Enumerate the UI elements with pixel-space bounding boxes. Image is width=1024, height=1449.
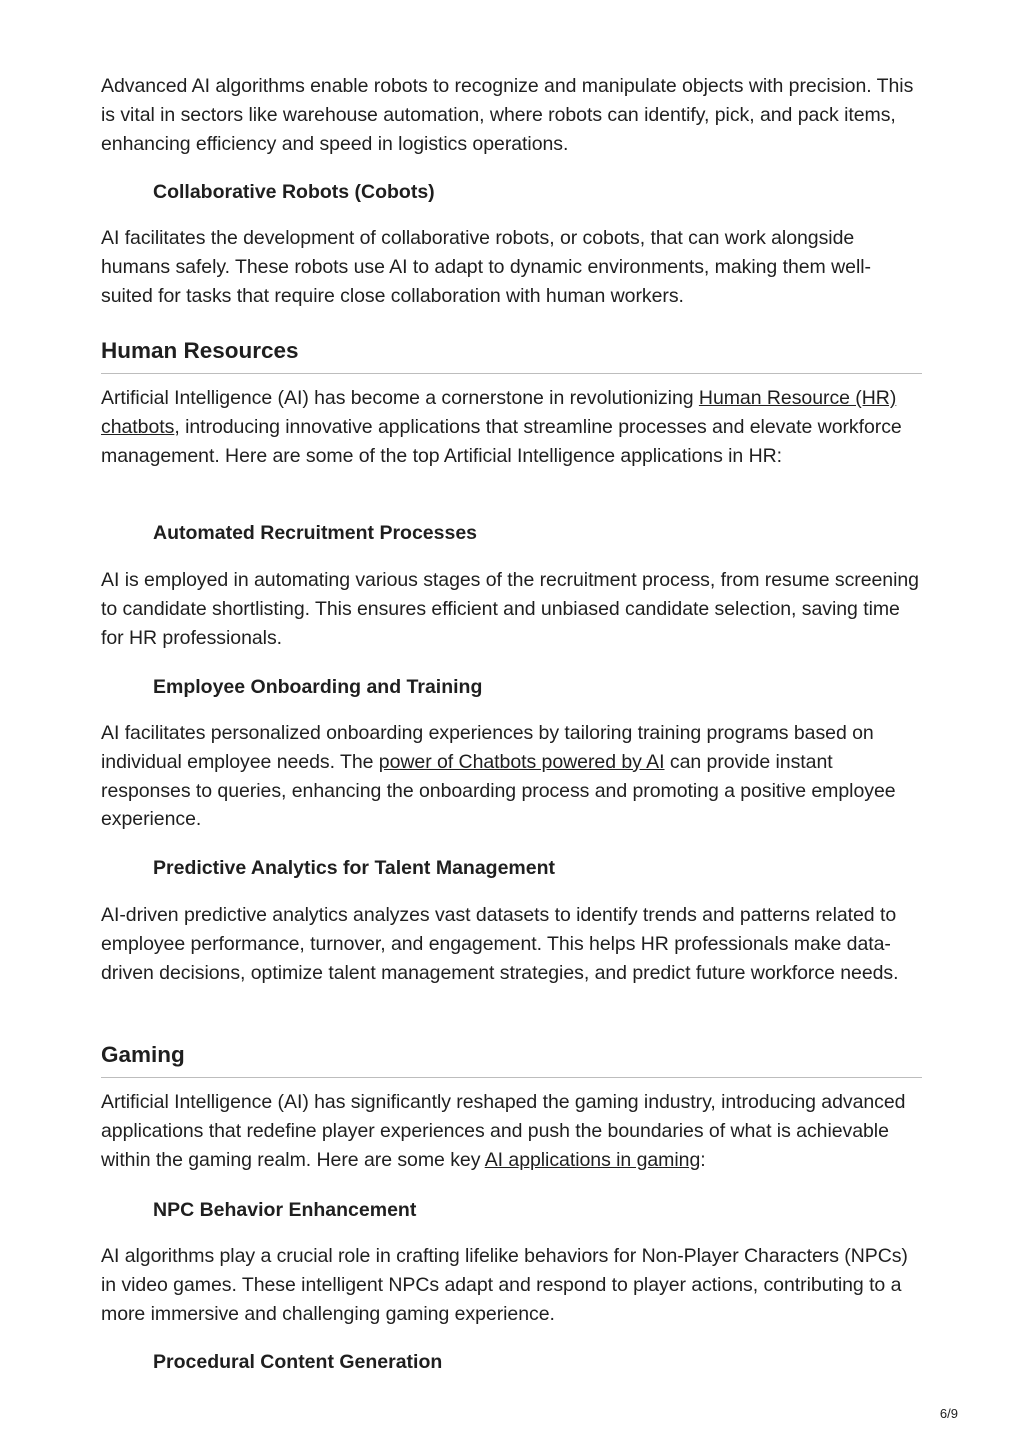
paragraph-recruitment: AI is employed in automating various stages of the recruitment process, from resume screening to candidate shortlisting. This ensures efficient and unbiased candidate selection, saving time for HR professionals. xyxy=(101,569,919,649)
paragraph-onboarding xyxy=(101,719,922,834)
section-title-gaming: Gaming xyxy=(101,1041,922,1078)
section-title-human-resources: Human Resources xyxy=(101,337,922,374)
paragraph-gaming-intro xyxy=(101,1088,922,1174)
onboarding-text-before: AI facilitates personalized onboarding experiences by tailoring training programs based on individual employee needs. The xyxy=(101,722,874,773)
paragraph-object-recognition: Advanced AI algorithms enable robots to recognize and manipulate objects with precision. This is vital in sectors like warehouse automation, where robots can identify, pick, and pack items, enhancing efficiency and speed in logistics operations. xyxy=(101,75,914,155)
onboarding-text-after: can provide instant responses to queries, enhancing the onboarding process and promoting a positive employee experience. xyxy=(101,750,896,831)
hr-intro-text-before: Artificial Intelligence (AI) has become a cornerstone in revolutionizing xyxy=(101,387,699,409)
hr-intro-text-after: , introducing innovative applications that streamline processes and elevate workforce management. Here are some of the top Artificial Intelligence applications in HR: xyxy=(101,415,902,467)
subheading-npc-behavior: NPC Behavior Enhancement xyxy=(153,1199,417,1221)
ai-applications-in-gaming-link[interactable]: AI applications in gaming xyxy=(484,1148,701,1171)
paragraph-npc-behavior: AI algorithms play a crucial role in crafting lifelike behaviors for Non-Player Characters (NPCs) in video games. These intelligent NPCs adapt and respond to player actions, contributing to a more immersive and challenging gaming experience. xyxy=(101,1245,908,1325)
paragraph-cobots: AI facilitates the development of collaborative robots, or cobots, that can work alongside humans safely. These robots use AI to adapt to dynamic environments, making them well-suited for tasks that require close collaboration with human workers. xyxy=(101,227,871,307)
subheading-cobots: Collaborative Robots (Cobots) xyxy=(153,181,435,203)
hr-chatbots-link[interactable]: Human Resource (HR) chatbots xyxy=(101,387,897,438)
paragraph-predictive-analytics: AI-driven predictive analytics analyzes vast datasets to identify trends and patterns related to employee performance, turnover, and engagement. This helps HR professionals make data-driven decisions, optimize talent management strategies, and predict future workforce needs. xyxy=(101,904,899,984)
gaming-intro-text-after: : xyxy=(700,1148,706,1171)
gaming-intro-text-before: Artificial Intelligence (AI) has significantly reshaped the gaming industry, introducing advanced applications that redefine player experiences and push the boundaries of what is achievable within the gaming realm. Here are some key xyxy=(101,1091,906,1171)
chatbots-powered-by-ai-link[interactable]: power of Chatbots powered by AI xyxy=(378,750,665,773)
paragraph-hr-intro xyxy=(101,384,922,470)
subheading-procedural-content: Procedural Content Generation xyxy=(153,1351,443,1373)
subheading-predictive-analytics: Predictive Analytics for Talent Management xyxy=(153,857,556,879)
subheading-recruitment: Automated Recruitment Processes xyxy=(153,522,478,544)
subheading-onboarding: Employee Onboarding and Training xyxy=(153,676,483,698)
page-number: 6/9 xyxy=(939,1406,958,1421)
